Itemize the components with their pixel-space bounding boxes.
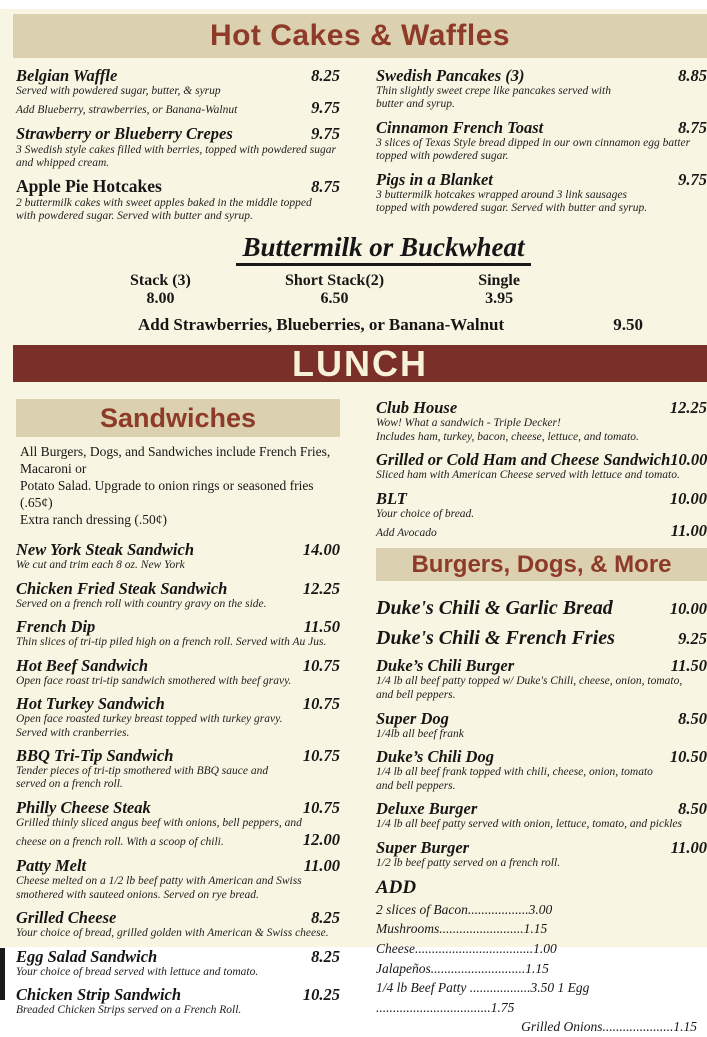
item-description: 1/2 lb beef patty served on a french roll. — [376, 856, 561, 869]
item-description: Cheese melted on a 1/2 lb beef patty with American and Swiss — [16, 875, 302, 888]
item-description: smothered with sauteed onions. Served on rye bread. — [16, 888, 259, 901]
menu-page — [0, 9, 707, 1035]
menu-item — [376, 67, 707, 112]
menu-item — [16, 747, 340, 792]
item-description: Served on a french roll with country gravy on the side. — [16, 597, 267, 610]
item-description: Your choice of bread. — [376, 507, 475, 520]
section-header-hotcakes — [13, 14, 707, 58]
item-description: Your choice of bread, grilled golden with American & Swiss cheese. — [16, 927, 329, 940]
menu-item — [16, 657, 340, 688]
item-head — [16, 695, 340, 713]
menu-item — [16, 177, 340, 223]
menu-item — [16, 618, 340, 649]
item-name: Philly Cheese Steak — [16, 797, 151, 817]
item-price: 10.75 — [302, 797, 340, 817]
menu-item — [16, 695, 340, 740]
item-price: 10.75 — [302, 694, 340, 714]
menu-item — [376, 657, 707, 702]
item-name: BBQ Tri-Tip Sandwich — [16, 745, 174, 765]
stack-price: 6.50 — [320, 290, 349, 308]
scan-artifact-mark — [0, 948, 5, 1000]
item-head — [16, 177, 340, 196]
stack-options — [130, 272, 520, 309]
item-head — [376, 627, 707, 649]
item-name: Apple Pie Hotcakes — [16, 176, 162, 197]
item-description: Includes ham, turkey, bacon, cheese, lettuce, and tomato. — [376, 430, 639, 443]
item-description: We cut and trim each 8 oz. New York — [16, 559, 185, 572]
item-head — [376, 839, 707, 857]
item-head — [16, 986, 340, 1004]
menu-item — [16, 986, 340, 1017]
hotcakes-columns — [0, 67, 707, 230]
item-head — [16, 657, 340, 675]
item-description: Served with cranberries. — [16, 726, 130, 739]
section-title: Burgers, Dogs, & More — [411, 551, 672, 579]
item-description: 1/4 lb all beef patty topped w/ Duke's Chili, cheese, onion, tomato, — [376, 675, 683, 688]
item-price: 10.00 — [669, 488, 707, 508]
item-name: Patty Melt — [16, 856, 87, 876]
stack-option — [285, 272, 384, 309]
menu-item — [16, 125, 340, 170]
section-title: Sandwiches — [99, 403, 257, 434]
item-price: 10.25 — [302, 984, 340, 1004]
item-name: Duke’s Chili Dog — [376, 747, 494, 767]
item-head — [16, 580, 340, 598]
item-description: Wow! What a sandwich - Triple Decker! — [376, 417, 561, 430]
lunch-right-items — [376, 399, 707, 541]
item-description-row — [16, 830, 340, 850]
menu-item — [16, 799, 340, 850]
item-description: topped with powdered sugar. — [376, 150, 509, 163]
menu-item — [376, 451, 707, 482]
note-line: Extra ranch dressing (.50¢) — [20, 512, 167, 528]
burger-items — [376, 597, 707, 870]
menu-item — [376, 800, 707, 831]
item-price: 9.75 — [311, 124, 340, 144]
item-head — [376, 451, 707, 469]
item-price: 12.25 — [669, 398, 707, 418]
item-description: Thin slightly sweet crepe like pancakes served with — [376, 85, 611, 98]
menu-item — [376, 710, 707, 741]
item-description: Add Avocado — [376, 527, 437, 540]
sandwiches-note — [20, 443, 340, 528]
add-ons-line: Cheese...................................1.00 Jalapeños............................1.15 — [376, 940, 557, 976]
item-price: 9.25 — [678, 629, 707, 649]
menu-item — [16, 67, 340, 118]
add-ons-line: 1/4 lb Beef Patty ..................3.50 1 Egg ..................................1.75 — [376, 980, 590, 1015]
item-head — [376, 597, 707, 619]
stack-label: Short Stack(2) — [284, 271, 385, 289]
item-description: Open face roasted turkey breast topped with turkey gravy. — [16, 713, 283, 726]
lunch-columns — [0, 399, 707, 1036]
item-description: 3 buttermilk hotcakes wrapped around 3 link sausages — [376, 188, 627, 201]
stack-price: 3.95 — [485, 290, 514, 308]
item-price: 14.00 — [302, 540, 340, 560]
add-ons-section — [376, 877, 707, 1037]
item-head — [16, 618, 340, 636]
item-name: Swedish Pancakes (3) — [376, 66, 525, 85]
item-description: Tender pieces of tri-tip smothered with BBQ sauce and — [16, 765, 269, 778]
item-price: 10.00 — [669, 599, 707, 619]
lunch-column-left — [16, 399, 340, 1024]
menu-item — [376, 627, 707, 649]
item-name: Hot Beef Sandwich — [16, 655, 149, 675]
item-price: 9.75 — [678, 169, 707, 189]
item-name: New York Steak Sandwich — [16, 540, 195, 560]
item-head — [16, 747, 340, 765]
item-price: 12.25 — [302, 578, 340, 598]
item-price: 11.00 — [670, 837, 707, 857]
item-name: French Dip — [16, 617, 96, 637]
menu-item — [376, 597, 707, 619]
item-head — [376, 710, 707, 728]
item-name: Belgian Waffle — [16, 66, 118, 85]
item-description: 2 buttermilk cakes with sweet apples baked in the middle topped — [16, 196, 312, 209]
item-head — [16, 799, 340, 817]
stack-label: Stack (3) — [130, 271, 191, 289]
item-name: Pigs in a Blanket — [376, 169, 493, 189]
buttermilk-title: Buttermilk or Buckwheat — [236, 233, 530, 265]
menu-item — [376, 171, 707, 216]
item-price: 8.75 — [678, 117, 707, 137]
item-name: Duke's Chili & Garlic Bread — [376, 597, 613, 620]
item-description: served on a french roll. — [16, 778, 123, 791]
item-name: Club House — [376, 398, 458, 418]
item-description: Add Blueberry, strawberries, or Banana-Walnut — [16, 104, 238, 117]
item-head — [376, 657, 707, 675]
item-description: Open face roast tri-tip sandwich smothered with beef gravy. — [16, 674, 292, 687]
item-name: Strawberry or Blueberry Crepes — [16, 124, 233, 144]
section-buttermilk — [0, 233, 707, 335]
item-description: Grilled thinly sliced angus beef with onions, bell peppers, and — [16, 816, 302, 829]
item-head — [16, 125, 340, 143]
item-description: and bell peppers. — [376, 688, 456, 701]
stack-option — [478, 272, 520, 309]
lunch-banner — [13, 343, 707, 385]
item-price: 11.00 — [303, 856, 340, 876]
item-head — [16, 909, 340, 927]
menu-item — [376, 490, 707, 541]
item-price: 8.50 — [678, 799, 707, 819]
item-head — [376, 171, 707, 189]
item-description-row — [376, 521, 707, 541]
hotcakes-column-left — [16, 67, 340, 230]
item-name: Hot Turkey Sandwich — [16, 694, 165, 714]
item-name: Grilled Cheese — [16, 908, 117, 928]
item-head — [16, 857, 340, 875]
lunch-banner-text: LUNCH — [292, 343, 428, 385]
item-description: and bell peppers. — [376, 779, 456, 792]
item-name: Chicken Fried Steak Sandwich — [16, 578, 228, 598]
item-name: Duke’s Chili Burger — [376, 656, 515, 676]
buttermilk-title-wrap — [0, 233, 707, 265]
stack-price: 8.00 — [146, 290, 175, 308]
item-description: Served with powdered sugar, butter, & syrup — [16, 85, 221, 98]
item-head — [376, 748, 707, 766]
lunch-column-right — [376, 399, 707, 1036]
item-head — [16, 67, 340, 85]
item-head — [376, 800, 707, 818]
item-price: 10.00 — [670, 450, 707, 470]
item-description: cheese on a french roll. With a scoop of chili. — [16, 836, 224, 849]
item-description: 3 Swedish style cakes filled with berries, topped with powdered sugar — [16, 143, 336, 156]
item-price: 8.85 — [678, 66, 707, 85]
item-description: 1/4lb all beef frank — [376, 727, 464, 740]
item-name: BLT — [376, 488, 407, 508]
add-price: 9.50 — [613, 315, 643, 335]
item-description: topped with powdered sugar. Served with butter and syrup. — [376, 202, 648, 215]
menu-item — [376, 839, 707, 870]
item-name: Chicken Strip Sandwich — [16, 984, 182, 1004]
item-description: 3 slices of Texas Style bread dipped in our own cinnamon egg batter — [376, 136, 691, 149]
section-header-sandwiches — [16, 399, 340, 437]
item-name: Super Burger — [376, 837, 470, 857]
sandwich-items — [16, 541, 340, 1017]
buttermilk-add-line — [0, 308, 707, 335]
menu-item — [16, 948, 340, 979]
item-price: 8.25 — [311, 66, 340, 85]
item-description: and whipped cream. — [16, 156, 110, 169]
note-line: Potato Salad. Upgrade to onion rings or seasoned fries (.65¢) — [20, 478, 314, 511]
item-description: Sliced ham with American Cheese served with lettuce and tomato. — [376, 469, 680, 482]
item-name: Super Dog — [376, 708, 449, 728]
item-sub-price: 11.00 — [670, 521, 707, 541]
menu-item — [376, 748, 707, 793]
item-name: Egg Salad Sandwich — [16, 946, 158, 966]
item-price: 10.75 — [302, 745, 340, 765]
item-price: 8.25 — [311, 946, 340, 966]
item-price: 10.75 — [302, 655, 340, 675]
item-price: 10.50 — [669, 747, 707, 767]
item-description: 1/4 lb all beef patty served with onion, lettuce, tomato, and pickles — [376, 818, 682, 831]
section-title: Hot Cakes & Waffles — [209, 19, 511, 52]
item-description-row — [16, 98, 340, 118]
item-price: 8.50 — [678, 708, 707, 728]
menu-item — [376, 119, 707, 164]
add-ons-title: ADD — [376, 877, 417, 899]
item-description: Thin slices of tri-tip piled high on a french roll. Served with Au Jus. — [16, 636, 327, 649]
item-head — [16, 948, 340, 966]
stack-label: Single — [478, 271, 520, 289]
menu-item — [376, 399, 707, 444]
item-head — [376, 119, 707, 137]
add-ons-right-line: Grilled Onions.....................1.15 — [521, 1019, 697, 1035]
add-ons-line: 2 slices of Bacon..................3.00 Mushrooms.........................1.15 — [376, 901, 553, 937]
item-price: 8.25 — [311, 908, 340, 928]
add-ons-lines — [376, 900, 707, 1017]
menu-item — [16, 541, 340, 572]
menu-item — [16, 857, 340, 902]
stack-option — [130, 272, 191, 309]
item-head — [376, 399, 707, 417]
section-header-burgers — [376, 548, 707, 581]
item-description: with powdered sugar. Served with butter and syrup. — [16, 209, 253, 222]
item-description: Breaded Chicken Strips served on a French Roll. — [16, 1004, 242, 1017]
item-head — [376, 490, 707, 508]
item-price: 8.75 — [311, 177, 340, 197]
item-head — [16, 541, 340, 559]
item-name: Duke's Chili & French Fries — [376, 627, 615, 650]
item-price: 11.50 — [670, 656, 707, 676]
note-line: All Burgers, Dogs, and Sandwiches include French Fries, Macaroni or — [20, 444, 331, 477]
menu-item — [16, 580, 340, 611]
item-name: Grilled or Cold Ham and Cheese Sandwich — [376, 450, 671, 470]
hotcakes-column-right — [376, 67, 707, 222]
item-description: 1/4 lb all beef frank topped with chili, cheese, onion, tomato — [376, 766, 653, 779]
item-name: Deluxe Burger — [376, 799, 478, 819]
item-sub-price: 12.00 — [302, 830, 340, 850]
add-label: Add Strawberries, Blueberries, or Banana-Walnut — [138, 315, 505, 335]
item-description: butter and syrup. — [376, 98, 455, 111]
item-head — [376, 67, 707, 85]
item-price: 11.50 — [303, 617, 340, 637]
item-name: Cinnamon French Toast — [376, 117, 544, 137]
menu-item — [16, 909, 340, 940]
item-sub-price: 9.75 — [311, 98, 340, 118]
item-description: Your choice of bread served with lettuce and tomato. — [16, 965, 259, 978]
